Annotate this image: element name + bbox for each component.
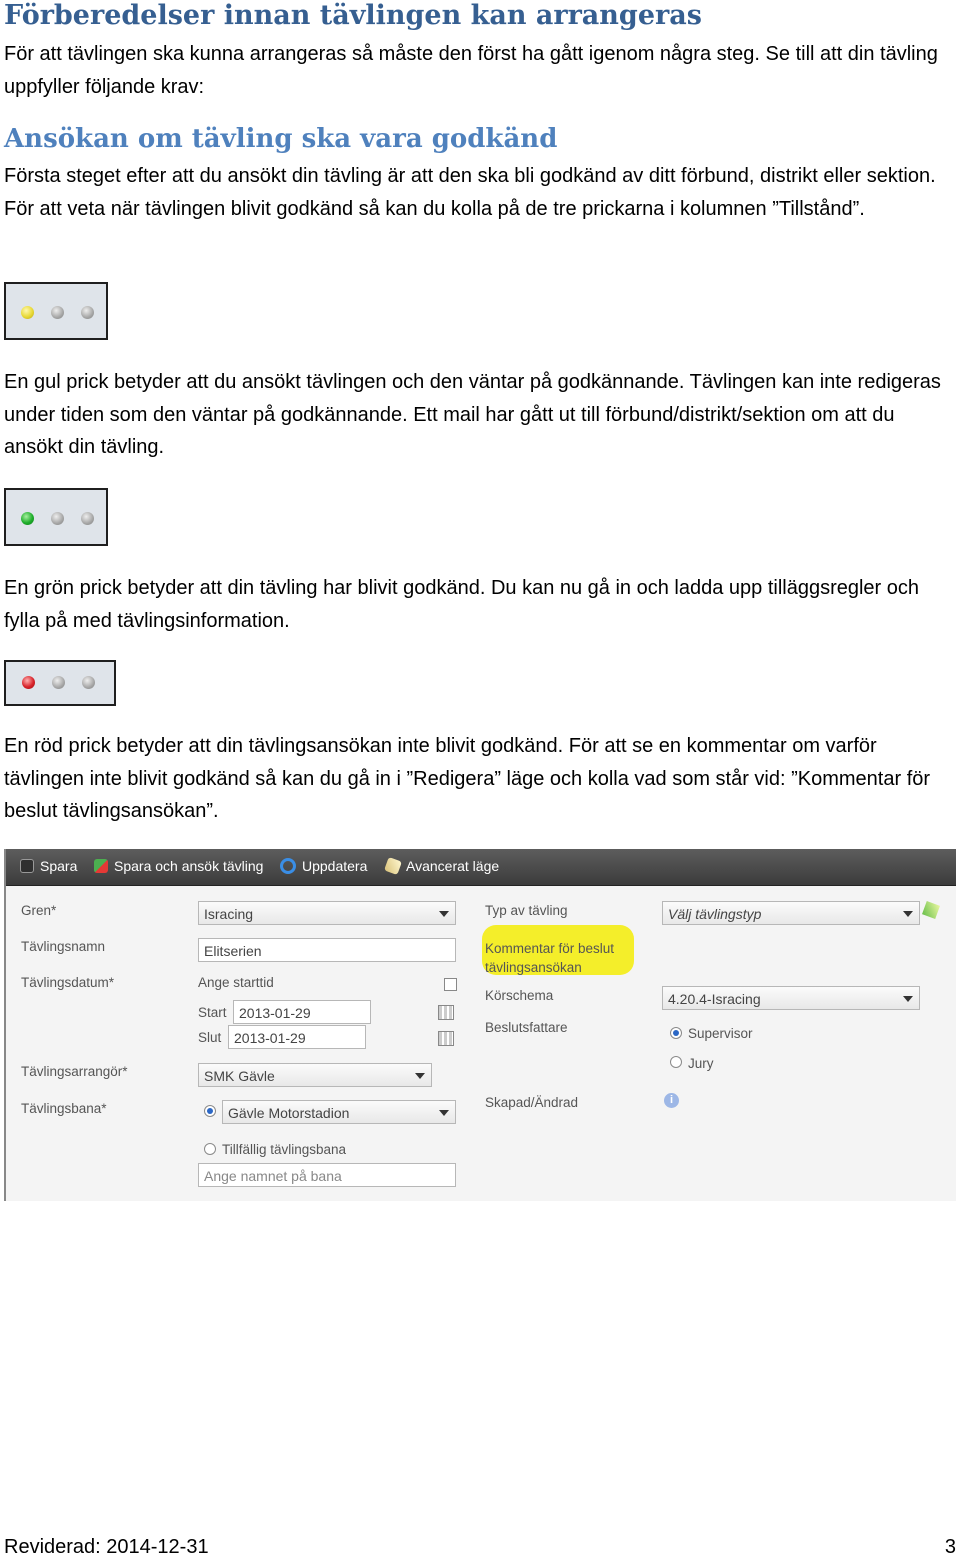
page-heading: Förberedelser innan tävlingen kan arrangeras [4,0,702,31]
track-label: Tävlingsbana* [21,1101,107,1116]
start-time-checkbox[interactable] [444,978,457,991]
jury-label: Jury [688,1056,714,1071]
competition-edit-screenshot [4,849,956,1201]
section-heading: Ansökan om tävling ska vara godkänd [4,124,558,154]
comment-label: Kommentar för beslut tävlingsansökan [485,941,615,975]
start-date-input[interactable]: 2013-01-29 [233,1000,371,1024]
yellow-dot-icon [21,306,34,319]
temp-track-label: Tillfällig tävlingsbana [222,1142,347,1157]
chevron-down-icon [439,1110,449,1116]
gren-select[interactable]: Isracing [198,901,456,925]
advanced-mode-button[interactable]: Avancerat läge [386,858,499,874]
wand-icon[interactable] [922,901,940,919]
intro-text: För att tävlingen ska kunna arrangeras så måste den först ha gått igenom några steg. Se till att din tävling uppfyller följande krav: [4,43,938,98]
chevron-down-icon [439,911,449,917]
green-dot-icon [21,512,34,525]
start-label: Start [198,1005,227,1020]
grey-dot-icon [51,306,64,319]
paragraph-red: En röd prick betyder att din tävlingsansökan inte blivit godkänd. För att se en kommentar om varför tävlingen inte blivit godkänd så kan du gå in i ”Redigera” läge och kolla vad som står vid: ”Kommentar för beslut tävlingsansökan”. [4,735,931,822]
grey-dot-icon [81,306,94,319]
decider-label: Beslutsfattare [485,1020,568,1035]
end-label: Slut [198,1030,222,1045]
supervisor-label: Supervisor [688,1026,753,1041]
organizer-label: Tävlingsarrangör* [21,1064,128,1079]
supervisor-radio[interactable] [670,1027,682,1039]
paragraph-yellow: En gul prick betyder att du ansökt tävlingen och den väntar på godkännande. Tävlingen kan inte redigeras under tiden som den väntar på godkännande. Ett mail har gått ut till förbund/distrikt/sektion om att du ansökt din tävling. [4,371,941,458]
name-label: Tävlingsnamn [21,939,106,954]
status-dots-green [4,488,108,546]
created-label: Skapad/Ändrad [485,1095,579,1110]
save-apply-button[interactable]: Spara och ansök tävling [94,858,263,874]
red-dot-icon [22,676,35,689]
revised-date: Reviderad: 2014-12-31 [4,1536,209,1558]
name-input[interactable]: Elitserien [198,938,456,962]
calendar-icon[interactable] [438,1005,454,1020]
save-button[interactable]: Spara [20,858,77,874]
chevron-down-icon [415,1073,425,1079]
start-time-label: Ange starttid [198,975,274,990]
track-name-input[interactable]: Ange namnet på bana [198,1163,456,1187]
disk-icon [20,859,34,873]
toolbar [6,849,956,886]
apply-icon [94,859,108,873]
track-select[interactable]: Gävle Motorstadion [222,1100,456,1124]
temp-track-radio[interactable] [204,1143,216,1155]
track-radio[interactable] [204,1105,216,1117]
paragraph-approval: Första steget efter att du ansökt din tävling är att den ska bli godkänd av ditt förbund, distrikt eller sektion. För att veta när tävlingen blivit godkänd så kan du kolla på de tre prickarna i kolumnen ”Tillstånd”. [4,165,936,220]
refresh-button[interactable]: Uppdatera [280,858,367,874]
status-dots-red [4,660,116,706]
grey-dot-icon [81,512,94,525]
organizer-select[interactable]: SMK Gävle [198,1063,432,1087]
page-number: 3 [944,1536,956,1558]
grey-dot-icon [52,676,65,689]
chevron-down-icon [903,911,913,917]
info-icon[interactable]: i [664,1093,679,1108]
type-label: Typ av tävling [485,903,568,918]
status-dots-yellow [4,282,108,340]
jury-radio[interactable] [670,1056,682,1068]
paragraph-green: En grön prick betyder att din tävling har blivit godkänd. Du kan nu gå in och ladda upp tilläggsregler och fylla på med tävlingsinformation. [4,577,920,632]
date-label: Tävlingsdatum* [21,975,115,990]
grey-dot-icon [51,512,64,525]
schedule-select[interactable]: 4.20.4-Isracing [662,986,920,1010]
end-date-input[interactable]: 2013-01-29 [228,1025,366,1049]
wand-icon [384,857,402,875]
grey-dot-icon [82,676,95,689]
calendar-icon[interactable] [438,1031,454,1046]
refresh-icon [280,858,296,874]
type-select[interactable]: Välj tävlingstyp [662,901,920,925]
schedule-label: Körschema [485,988,554,1003]
chevron-down-icon [903,996,913,1002]
gren-label: Gren* [21,903,57,918]
